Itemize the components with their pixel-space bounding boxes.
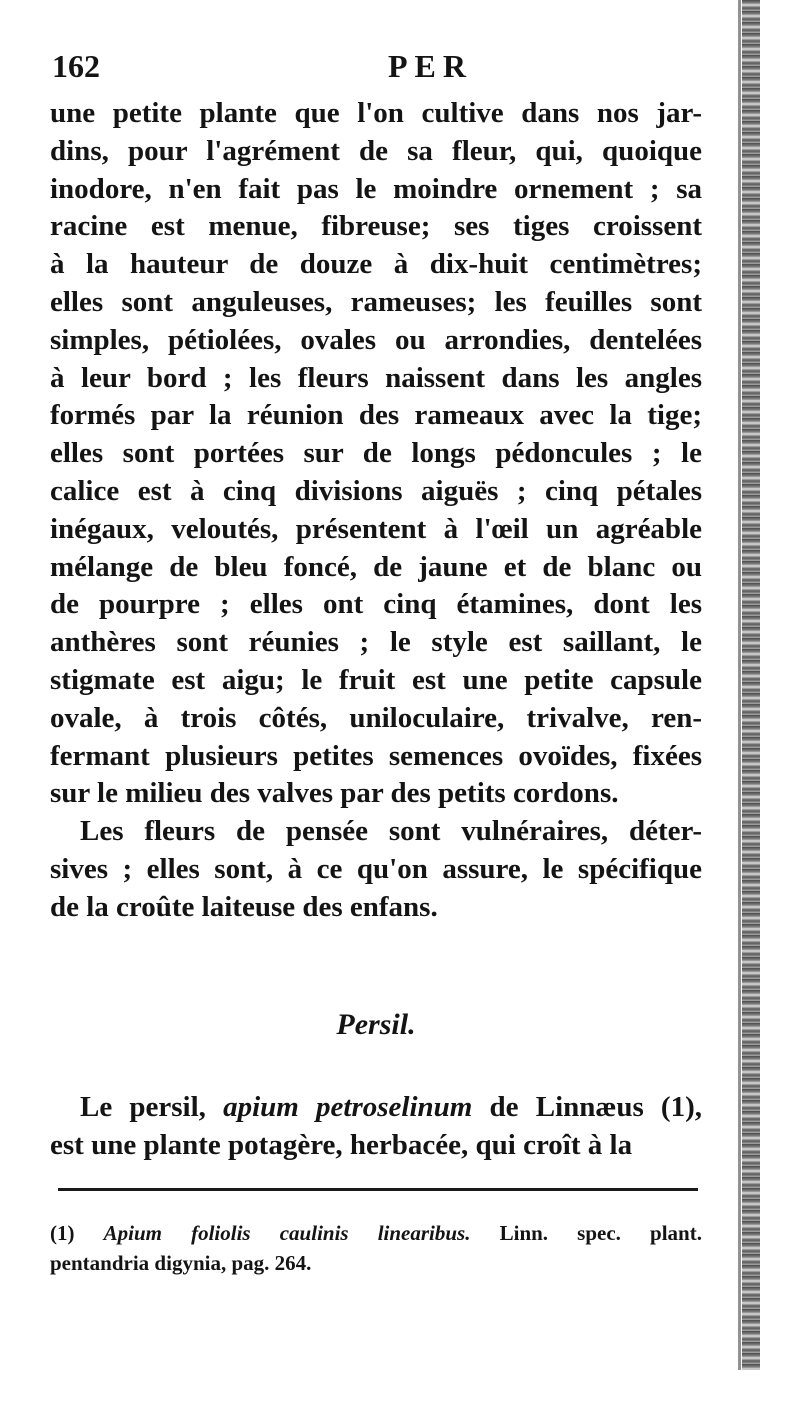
- entry-line: simples, pétiolées, ovales ou arrondies, dentelées: [50, 323, 702, 356]
- entry-line: une petite plante que l'on cultive dans nos jar-: [50, 97, 702, 129]
- footnote-line-2: pentandria digynia, pag. 264.: [50, 1251, 312, 1275]
- page-header: [52, 48, 692, 92]
- page-gutter-shadow: [738, 0, 741, 1370]
- entry-line: à la hauteur de douze à dix-huit centimètres;: [50, 248, 702, 281]
- persil-text-start: Le persil,: [80, 1091, 224, 1123]
- entry-line: ovale, à trois côtés, uniloculaire, trivalve, ren-: [50, 701, 702, 734]
- footnote-latin: Apium foliolis caulinis linearibus.: [103, 1221, 471, 1245]
- persil-line-2: est une plante potagère, herbacée, qui croît à la: [50, 1129, 633, 1161]
- footnote: [50, 1218, 702, 1278]
- para-line: de la croûte laiteuse des enfans.: [50, 890, 438, 923]
- entry-line: elles sont anguleuses, rameuses; les feuilles sont: [50, 285, 702, 318]
- entry-line: sur le milieu des valves par des petits cordons.: [50, 777, 619, 810]
- entry-line: fermant plusieurs petites semences ovoïdes, fixées: [50, 739, 702, 772]
- entry-line: inodore, n'en fait pas le moindre ornement ; sa: [50, 172, 702, 205]
- entry-line: calice est à cinq divisions aiguës ; cinq pétales: [50, 474, 702, 507]
- footnote-citation: Linn. spec. plant.: [470, 1221, 702, 1245]
- entry-paragraph: [50, 95, 702, 813]
- entry-line: racine est menue, fibreuse; ses tiges croissent: [50, 210, 702, 243]
- para-line: sives ; elles sont, à ce qu'on assure, le spécifique: [50, 852, 702, 885]
- persil-line-1: [50, 1088, 702, 1126]
- entry-line: dins, pour l'agrément de sa fleur, qui, quoique: [50, 134, 702, 167]
- entry-line: mélange de bleu foncé, de jaune et de blanc ou: [50, 550, 702, 583]
- persil-text-after: de Linnæus (1),: [472, 1091, 702, 1123]
- entry-line: inégaux, veloutés, présentent à l'œil un agréable: [50, 512, 702, 545]
- body-text: [50, 95, 702, 927]
- section-title: Persil.: [336, 1008, 416, 1041]
- para-line: Les fleurs de pensée sont vulnéraires, déter-: [80, 815, 702, 848]
- page-edge-texture: [742, 0, 760, 1370]
- entry-line: formés par la réunion des rameaux avec la tige;: [50, 399, 702, 432]
- entry-line: de pourpre ; elles ont cinq étamines, dont les: [50, 588, 702, 621]
- entry-line: elles sont portées sur de longs pédoncules ; le: [50, 437, 702, 470]
- entry-line: à leur bord ; les fleurs naissent dans les angles: [50, 361, 702, 394]
- footnote-marker: (1): [50, 1221, 75, 1245]
- footnote-rule: [58, 1188, 698, 1191]
- persil-paragraph: [50, 1088, 702, 1164]
- entry-line: stigmate est aigu; le fruit est une petite capsule: [50, 663, 702, 696]
- persil-latin-name: apium petroselinum: [223, 1091, 473, 1123]
- footnote-line-1: [50, 1218, 702, 1248]
- page-number: 162: [52, 48, 100, 84]
- entry-line: anthères sont réunies ; le style est saillant, le: [50, 626, 702, 659]
- uses-paragraph: [50, 813, 702, 926]
- running-head: PER: [388, 48, 473, 84]
